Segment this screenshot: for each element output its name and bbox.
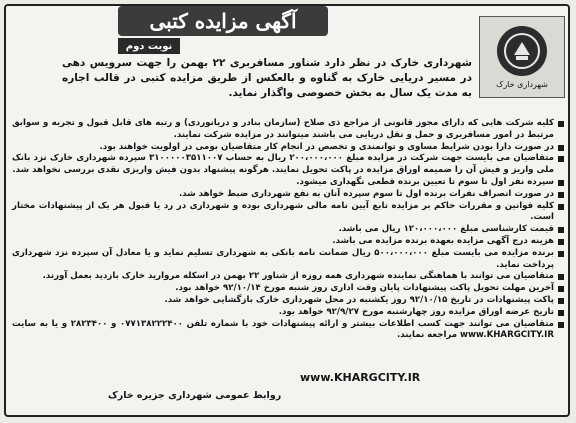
square-bullet-icon <box>558 121 564 127</box>
intro-paragraph: شهرداری خارک در نظر دارد شناور مسافربری ۲۲ بهمن را جهت سرویس دهی در مسیر دریایی خارک به گناوه و بالعکس از طریق مزایده کتبی در قالب اجاره به مدت یک سال به بخش خصوصی واگذار نماید. <box>62 57 473 99</box>
clause-item <box>12 307 564 319</box>
clause-text: متقاضیان می توانند با هماهنگی نماینده شهرداری همه روزه از شناور ۲۲ بهمن در اسکله مروارید خارک بازدید بعمل آورند. <box>42 271 554 282</box>
emblem-graphic <box>502 31 542 71</box>
square-bullet-icon <box>558 298 564 304</box>
clause-item <box>12 177 564 189</box>
square-bullet-icon <box>558 180 564 186</box>
clause-list <box>12 118 564 342</box>
clause-item <box>12 142 564 154</box>
website-link[interactable]: www.KHARGCITY.IR <box>300 371 421 384</box>
square-bullet-icon <box>558 310 564 316</box>
square-bullet-icon <box>558 192 564 198</box>
square-bullet-icon <box>558 322 564 328</box>
clause-text: کلیه شرکت هایی که دارای مجوز قانونی از مراجع ذی صلاح (سازمان بنادر و دریانوردی) و رتبه های قابل قبول و تجربه و سوابق مرتبط در امور مسافربری و حمل و نقل دریایی می باشند میتوانند در مزایده شرکت نمایند. <box>12 118 554 140</box>
square-bullet-icon <box>558 227 564 233</box>
square-bullet-icon <box>558 204 564 210</box>
clause-text: متقاضیان می بایست جهت شرکت در مزایده مبلغ ۲۰۰،۰۰۰،۰۰۰ ریال به حساب ۳۱۰۰۰۰۰۳۵۱۱۰۰۷ سپرده شهرداری خارک نزد بانک ملی واریز و فیش آن را ضمیمه اوراق مزایده در پاکت تحویل نمایند. هرگونه پیشنهاد بدون فیش واریزی نقدی بررسی نخواهد شد. <box>12 153 555 176</box>
clause-text: برنده مزایده می بایست مبلغ ۵۰۰،۰۰۰،۰۰۰ ریال ضمانت نامه بانکی به شهرداری تسلیم نماید و یا معادل آن سپرده نزد شهرداری پرداخت نماید. <box>12 247 554 270</box>
clause-item <box>12 283 564 295</box>
clause-item <box>12 319 564 343</box>
logo <box>479 16 565 98</box>
clause-text: در صورت دارا بودن شرایط مساوی و توانمندی و تخصص در انجام کار متقاضیان بومی در اولویت خواهند بود. <box>99 141 554 152</box>
footer-signature: روابط عمومی شهرداری جزیره خارک <box>108 390 282 401</box>
clause-text: کلیه قوانین و مقررات حاکم بر مزایده تابع آیین نامه مالی شهرداری بوده و شهرداری در رد یا قبول هر یک از پیشنهادات مختار است. <box>12 200 554 223</box>
square-bullet-icon <box>558 239 564 245</box>
clause-item <box>12 224 564 236</box>
clause-text: آخرین مهلت تحویل پاکت پیشنهادات پایان وقت اداری روز شنبه مورخ ۹۲/۱۰/۱۴ خواهد بود. <box>175 283 554 294</box>
clause-item <box>12 201 564 225</box>
clause-item <box>12 295 564 307</box>
square-bullet-icon <box>558 274 564 280</box>
clause-item <box>12 236 564 248</box>
square-bullet-icon <box>558 145 564 151</box>
clause-text: پاکت پیشنهادات در تاریخ ۹۲/۱۰/۱۵ روز یکشنبه در محل شهرداری خارک بازگشایی خواهد شد. <box>164 294 554 305</box>
clause-text: تاریخ عرضه اوراق مزایده روز چهارشنبه مورخ ۹۲/۹/۲۷ خواهد بود. <box>278 306 554 317</box>
clause-item <box>12 118 564 142</box>
square-bullet-icon <box>558 286 564 292</box>
clause-text: سپرده نفر اول تا سوم تا تعیین برنده قطعی نگهداری میشود. <box>296 176 554 187</box>
clause-text: متقاضیان می توانند جهت کسب اطلاعات بیشتر و ارائه پیشنهادات خود با شماره تلفن ۰۷۷۱۳۸۲۲۲۴۰۰ و ۲۸۲۳۴۰۰ و یا به سایت www.KHARGCITY.IR مراجعه نمایند. <box>12 318 554 341</box>
square-bullet-icon <box>558 251 564 257</box>
clause-text: در صورت انصراف نفرات برنده اول تا سوم سپرده آنان به نفع شهرداری ضبط خواهد شد. <box>179 188 554 199</box>
clause-text: هزینه درج آگهی مزایده بعهده برنده مزایده می باشد. <box>332 235 554 246</box>
clause-item <box>12 189 564 201</box>
municipality-emblem-icon <box>497 26 547 76</box>
clause-item <box>12 248 564 272</box>
round-badge: نوبت دوم <box>118 38 180 54</box>
notice-title: آگهی مزایده کتبی <box>118 6 328 36</box>
clause-item <box>12 271 564 283</box>
clause-item <box>12 153 564 177</box>
clause-text: قیمت کارشناسی مبلغ ۱۲۰،۰۰۰،۰۰۰ ریال می باشد. <box>338 224 554 235</box>
logo-caption: شهرداری خارک <box>496 79 548 89</box>
square-bullet-icon <box>558 156 564 162</box>
